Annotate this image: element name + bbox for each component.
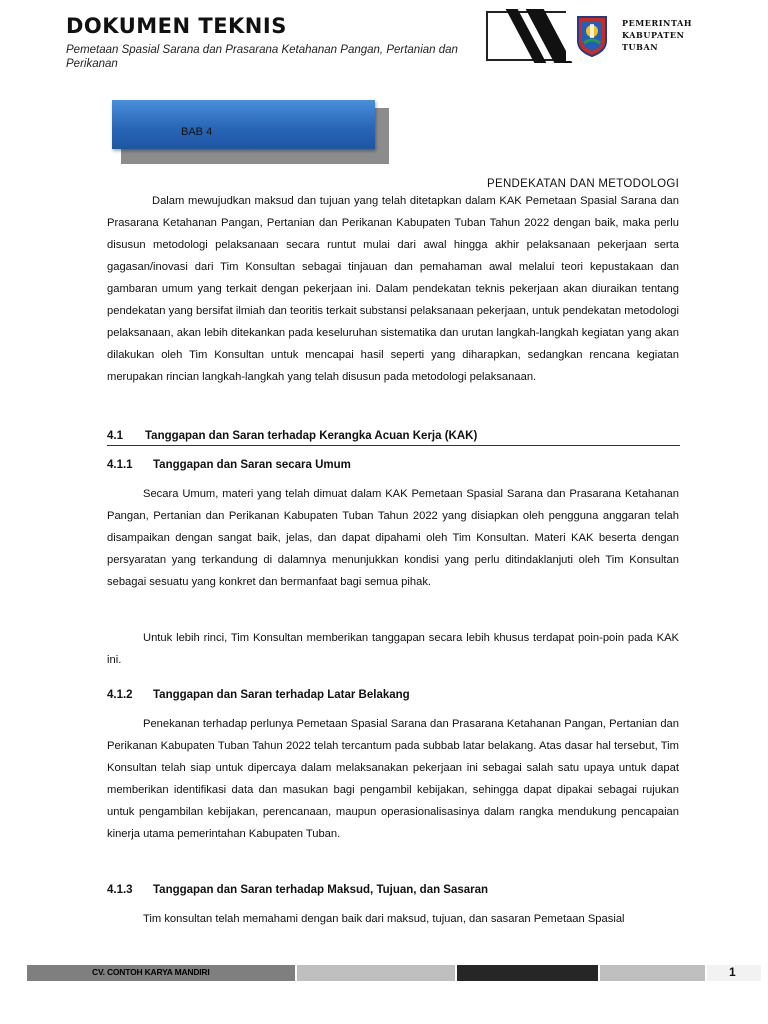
section-number: 4.1 xyxy=(107,430,123,442)
footer-bar-dark xyxy=(457,965,598,981)
paragraph-4-1-1-a: Secara Umum, materi yang telah dimuat dalam KAK Pemetaan Spasial Sarana dan Prasarana Ketahanan Pangan, Pertanian dan Perikanan Kabupaten Tuban Tahun 2022 yang disiapkan oleh pengguna anggaran telah disampaikan dengan sangat baik, jelas, dan dapat dipahami oleh Tim Konsultan. Materi KAK beserta dengan persyaratan yang terkandung di dalamnya menunjukkan kondisi yang perlu ditindaklanjuti oleh Tim Konsultan sebagai sesuatu yang konkret dan bermanfaat bagi semua pihak. xyxy=(107,488,679,588)
section-number: 4.1.2 xyxy=(107,689,133,701)
page-number: 1 xyxy=(729,965,736,979)
document-title: DOKUMEN TEKNIS xyxy=(66,14,287,38)
footer-company-name: CV. CONTOH KARYA MANDIRI xyxy=(92,967,210,977)
section-heading-4-1-2 xyxy=(107,689,410,701)
section-heading-4-1-3 xyxy=(107,884,488,896)
paragraph-4-1-1-b: Untuk lebih rinci, Tim Konsultan memberikan tanggapan secara lebih khusus terdapat poin-poin pada KAK ini. xyxy=(107,632,679,666)
gov-line-3: TUBAN xyxy=(622,42,659,52)
section-title: Tanggapan dan Saran terhadap Latar Belakang xyxy=(153,689,410,701)
paragraph-4-1-3: Tim konsultan telah memahami dengan baik dari maksud, tujuan, dan sasaran Pemetaan Spasial xyxy=(143,913,625,925)
section-number: 4.1.3 xyxy=(107,884,133,896)
document-subtitle: Pemetaan Spasial Sarana dan Prasarana Ketahanan Pangan, Pertanian dan Perikanan xyxy=(66,44,458,70)
paragraph-4-1-2: Penekanan terhadap perlunya Pemetaan Spasial Sarana dan Prasarana Ketahanan Pangan, Pertanian dan Perikanan Kabupaten Tuban Tahun 2022 telah tercantum pada subbab latar belakang. Atas dasar hal tersebut, Tim Konsultan telah siap untuk dipercaya dalam melaksanakan pekerjaan ini sebagai salah satu upaya untuk dapat memberikan identifikasi data dan masukan bagi pengambil kebijakan, sehingga dapat dipakai sebagai rujukan untuk pengambilan kebijakan, perencanaan, maupun operasionalisasinya dalam rangka mendukung pencapaian kinerja utama pemerintahan Kabupaten Tuban. xyxy=(107,718,679,840)
section-title: Tanggapan dan Saran terhadap Kerangka Acuan Kerja (KAK) xyxy=(145,430,478,442)
section-title: Tanggapan dan Saran secara Umum xyxy=(153,459,351,471)
chapter-title: PENDEKATAN DAN METODOLOGI xyxy=(487,178,680,190)
government-name xyxy=(622,17,692,53)
section-number: 4.1.1 xyxy=(107,459,133,471)
chapter-label: BAB 4 xyxy=(181,126,213,138)
section-title: Tanggapan dan Saran terhadap Maksud, Tujuan, dan Sasaran xyxy=(153,884,489,896)
chapter-box xyxy=(112,100,375,149)
section-heading-4-1-1 xyxy=(107,459,351,471)
gov-line-2: KABUPATEN xyxy=(622,30,685,40)
intro-paragraph: Dalam mewujudkan maksud dan tujuan yang telah ditetapkan dalam KAK Pemetaan Spasial Sarana dan Prasarana Ketahanan Pangan, Pertanian dan Perikanan Kabupaten Tuban Tahun 2022 dengan baik, maka perlu disusun metodologi pelaksanaan secara runtut mulai dari awal hingga akhir pelaksanaan pekerjaan serta gagasan/inovasi dari Tim Konsultan sebagai tinjauan dan pemahaman awal melalui teori kepustakaan dan gambaran umum yang terkait dengan pekerjaan ini. Dalam pendekatan teknis pekerjaan akan diuraikan tentang pendekatan yang bersifat ilmiah dan teoritis terkait substansi pelaksanaan pekerjaan, untuk pendekatan metodologi pelaksanaan, akan lebih ditekankan pada keseluruhan sistematika dan urutan langkah-langkah kegiatan yang akan dilakukan oleh Tim Konsultan untuk mencapai hasil seperti yang diharapkan, sedangkan rencana kegiatan merupakan rincian langkah-langkah yang telah disusun pada metodologi pelaksanaan. xyxy=(107,195,679,383)
footer-bar-light xyxy=(297,965,455,981)
footer-bar-light xyxy=(600,965,705,981)
section-heading-4-1 xyxy=(107,430,680,446)
regency-crest-icon xyxy=(576,15,608,57)
gov-line-1: PEMERINTAH xyxy=(622,18,693,28)
